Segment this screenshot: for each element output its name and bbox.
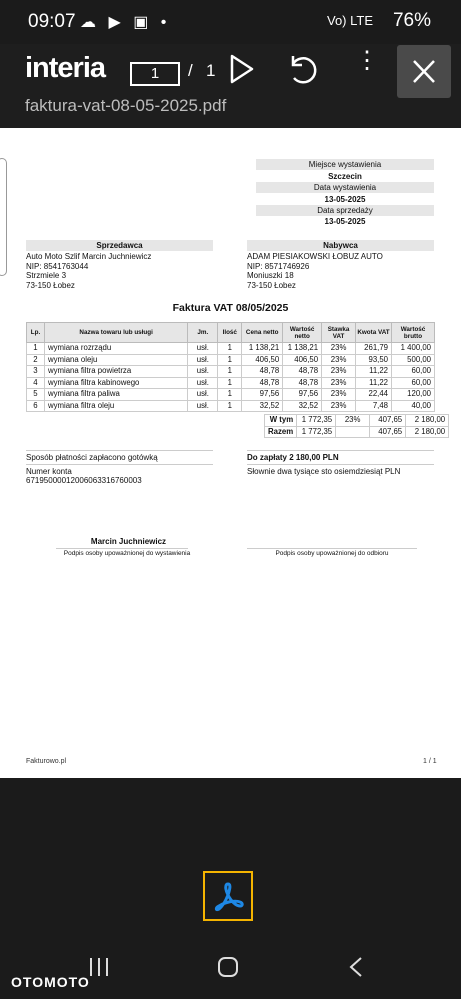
table-cell: 1 <box>218 343 242 355</box>
table-cell: usł. <box>188 343 218 355</box>
payment-method: Sposób płatności zapłacono gotówką <box>26 453 158 462</box>
table-row <box>27 366 435 378</box>
table-cell: 60,00 <box>392 377 435 389</box>
buyer-block <box>247 240 434 290</box>
column-header: Wartość brutto <box>392 323 435 343</box>
totals-table <box>264 414 449 438</box>
app-logo[interactable]: interia <box>25 52 106 84</box>
more-icon[interactable]: ⋮ <box>355 47 379 74</box>
close-icon <box>397 45 451 98</box>
system-nav-bar <box>0 938 461 999</box>
table-cell: 23% <box>322 366 356 378</box>
footer-page: 1 / 1 <box>423 758 437 765</box>
place-label: Miejsce wystawienia <box>256 159 434 170</box>
table-cell: 1 138,21 <box>283 343 322 355</box>
buyer-city: 73-150 Łobez <box>247 280 296 290</box>
signature-line-right <box>247 548 417 549</box>
page-number-input[interactable]: 1 <box>130 62 180 86</box>
table-cell: 1 <box>218 366 242 378</box>
table-cell: 48,78 <box>242 377 283 389</box>
seller-block <box>26 240 213 290</box>
open-in-acrobat-button[interactable] <box>203 871 253 921</box>
w-tym-netto: 1 772,35 <box>297 415 336 427</box>
table-row <box>27 354 435 366</box>
play-icon[interactable] <box>230 54 254 84</box>
table-cell: usł. <box>188 354 218 366</box>
table-cell: wymiana rozrządu <box>44 343 187 355</box>
razem-brutto: 2 180,00 <box>406 426 449 438</box>
w-tym-brutto: 2 180,00 <box>406 415 449 427</box>
table-cell: usł. <box>188 389 218 401</box>
table-cell: 1 400,00 <box>392 343 435 355</box>
invoice-title: Faktura VAT 08/05/2025 <box>172 302 289 314</box>
razem-label: Razem <box>265 426 297 438</box>
back-icon[interactable] <box>348 956 364 978</box>
total-row <box>265 426 449 438</box>
table-cell: 97,56 <box>283 389 322 401</box>
buyer-street: Moniuszki 18 <box>247 271 294 280</box>
footer-source: Fakturowo.pl <box>26 758 67 765</box>
column-header: Kwota VAT <box>356 323 392 343</box>
home-icon[interactable] <box>217 956 239 978</box>
table-cell: 1 <box>27 343 45 355</box>
table-cell: usł. <box>188 377 218 389</box>
table-cell: 97,56 <box>242 389 283 401</box>
column-header: Stawka VAT <box>322 323 356 343</box>
column-header: Wartość netto <box>283 323 322 343</box>
table-cell: 500,00 <box>392 354 435 366</box>
razem-netto: 1 772,35 <box>297 426 336 438</box>
pdf-page[interactable] <box>0 128 461 778</box>
table-cell: 60,00 <box>392 366 435 378</box>
sale-date-value: 13-05-2025 <box>324 217 366 226</box>
column-header: Cena netto <box>242 323 283 343</box>
table-row <box>27 400 435 412</box>
table-cell: 93,50 <box>356 354 392 366</box>
divider <box>26 450 213 451</box>
table-cell: 1 138,21 <box>242 343 283 355</box>
clock: 09:07 <box>28 11 76 32</box>
sale-date-label: Data sprzedaży <box>256 205 434 216</box>
seller-label: Sprzedawca <box>26 240 213 251</box>
signature-caption-right: Podpis osoby upoważnionej do odbioru <box>275 550 389 557</box>
status-bar <box>0 0 461 44</box>
table-cell: 48,78 <box>283 366 322 378</box>
battery-level: 76% <box>392 10 431 31</box>
table-cell: 23% <box>322 354 356 366</box>
table-header-row <box>27 323 435 343</box>
table-cell: 48,78 <box>283 377 322 389</box>
table-cell: 23% <box>322 400 356 412</box>
divider <box>247 450 434 451</box>
amount-in-words: Słownie dwa tysiące sto osiemdziesiąt PLN <box>247 467 401 476</box>
table-cell: 32,52 <box>283 400 322 412</box>
undo-icon[interactable] <box>285 52 321 88</box>
table-cell: 11,22 <box>356 377 392 389</box>
table-row <box>27 343 435 355</box>
table-cell: 5 <box>27 389 45 401</box>
table-cell: wymiana filtra powietrza <box>44 366 187 378</box>
column-header: Ilość <box>218 323 242 343</box>
column-header: Jm. <box>188 323 218 343</box>
seller-city: 73-150 Łobez <box>26 280 75 290</box>
signature-line-left <box>56 548 188 549</box>
buyer-nip: NIP: 8571746926 <box>247 261 310 271</box>
amount-due: Do zapłaty 2 180,00 PLN <box>247 453 339 462</box>
network-indicator: Vo) LTE <box>326 13 373 28</box>
signer-name: Marcin Juchniewicz <box>90 537 167 546</box>
issue-date-label: Data wystawienia <box>256 182 434 193</box>
table-cell: 3 <box>27 366 45 378</box>
table-cell: 22,44 <box>356 389 392 401</box>
table-cell: 4 <box>27 377 45 389</box>
table-cell: 2 <box>27 354 45 366</box>
place-value: Szczecin <box>328 172 362 181</box>
page-separator: / <box>188 61 193 80</box>
side-handle[interactable] <box>0 158 7 276</box>
table-cell: 120,00 <box>392 389 435 401</box>
acrobat-icon <box>205 873 251 919</box>
page-total: 1 <box>206 61 216 80</box>
table-cell: 23% <box>322 343 356 355</box>
table-cell: wymiana filtra oleju <box>44 400 187 412</box>
table-cell: 406,50 <box>242 354 283 366</box>
buyer-name: ADAM PIESIAKOWSKI ŁOBUZ AUTO <box>247 252 383 261</box>
table-cell: 40,00 <box>392 400 435 412</box>
signature-caption-left: Podpis osoby upoważnionej do wystawienia <box>63 550 191 557</box>
viewer-toolbar <box>0 44 461 128</box>
account-number: 67195000012006063316760003 <box>26 476 142 485</box>
table-cell: 1 <box>218 377 242 389</box>
razem-stawka <box>336 426 370 438</box>
w-tym-stawka: 23% <box>336 415 370 427</box>
table-cell: 1 <box>218 354 242 366</box>
notification-icons: ☁ ▶ ▣ • <box>80 14 171 31</box>
table-cell: 261,79 <box>356 343 392 355</box>
table-cell: 1 <box>218 400 242 412</box>
table-cell: wymiana oleju <box>44 354 187 366</box>
column-header: Lp. <box>27 323 45 343</box>
account-label: Numer konta <box>26 467 72 476</box>
items-table <box>26 322 435 412</box>
close-button[interactable] <box>397 45 451 98</box>
divider <box>247 464 434 465</box>
table-row <box>27 389 435 401</box>
table-cell: 11,22 <box>356 366 392 378</box>
table-row <box>27 377 435 389</box>
issue-date-value: 13-05-2025 <box>324 195 366 204</box>
table-cell: 406,50 <box>283 354 322 366</box>
subtotal-row <box>265 415 449 427</box>
table-cell: 7,48 <box>356 400 392 412</box>
w-tym-vat: 407,65 <box>370 415 406 427</box>
seller-nip: NIP: 8541763044 <box>26 261 89 271</box>
table-cell: 48,78 <box>242 366 283 378</box>
table-cell: usł. <box>188 366 218 378</box>
column-header: Nazwa towaru lub usługi <box>44 323 187 343</box>
razem-vat: 407,65 <box>370 426 406 438</box>
table-cell: 1 <box>218 389 242 401</box>
w-tym-label: W tym <box>265 415 297 427</box>
viewer-bottom-area <box>0 778 461 938</box>
seller-street: Strzmiele 3 <box>26 271 67 280</box>
table-cell: 23% <box>322 389 356 401</box>
watermark-text: OTOMOTO <box>11 974 90 990</box>
recents-icon[interactable] <box>88 956 110 978</box>
buyer-label: Nabywca <box>247 240 434 251</box>
table-cell: usł. <box>188 400 218 412</box>
file-name: faktura-vat-08-05-2025.pdf <box>25 96 227 115</box>
table-cell: 32,52 <box>242 400 283 412</box>
table-cell: 6 <box>27 400 45 412</box>
divider <box>26 464 213 465</box>
table-cell: 23% <box>322 377 356 389</box>
seller-name: Auto Moto Szlif Marcin Juchniewicz <box>26 252 152 261</box>
table-cell: wymiana filtra paliwa <box>44 389 187 401</box>
table-cell: wymiana filtra kabinowego <box>44 377 187 389</box>
